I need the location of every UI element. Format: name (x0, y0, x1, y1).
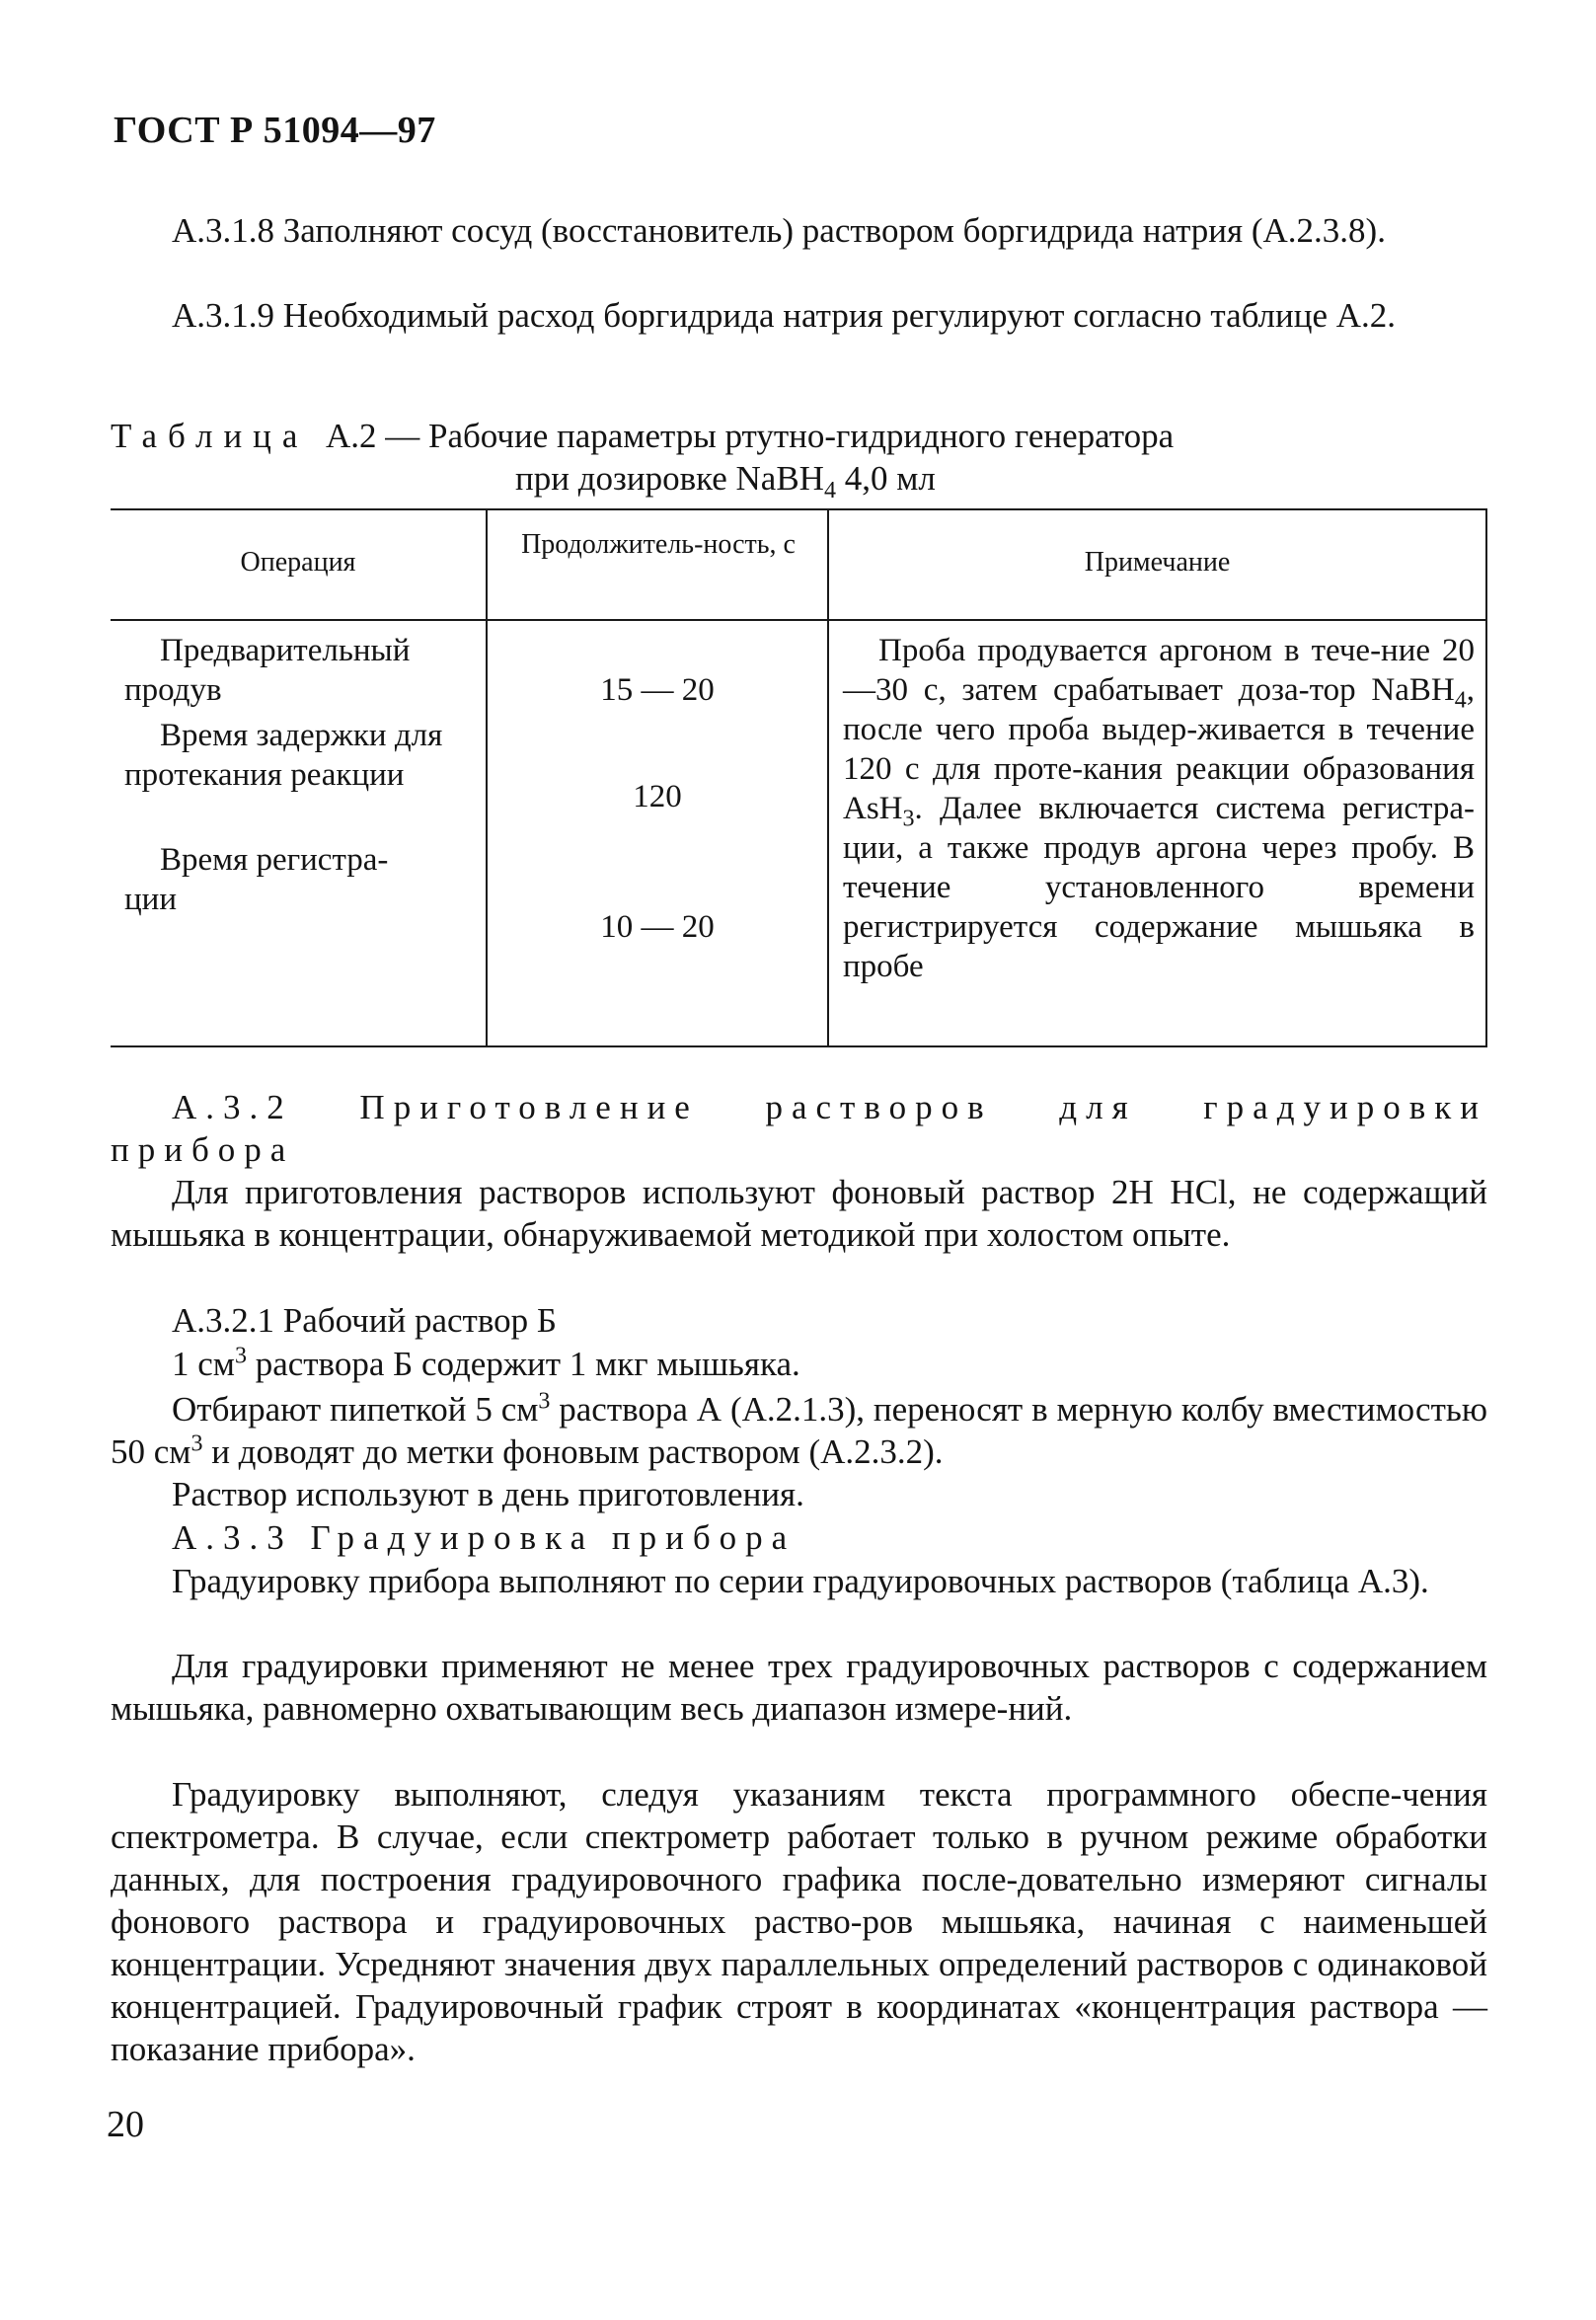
table-bottom-rule (111, 1045, 1487, 1047)
section-a32-text: Для приготовления растворов используют фоновый раствор 2Н HCl, не содержащий мышьяка в концентрации, обнаруживаемой методикой при холостом опыте. (111, 1173, 1487, 1254)
table-duration-registration: 10 — 20 (600, 909, 715, 945)
section-a33-para3: Градуировку выполняют, следуя указаниям текста программного обеспе-чения спектрометра. В случае, если спектрометр работает только в ручном режиме обработки данных, для построения градуировочного графика после-довательно измеряют сигналы фонового раствора и градуировочных раство-ров мышьяка, начиная с наименьшей концентрации. Усредняют значения двух параллельных определений растворов с одинаковой концентрацией. Градуировочный график строят в координатах «концентрация раствора — показание прибора». (111, 1775, 1487, 2068)
parameters-table (111, 508, 1487, 1049)
section-a321-title: А.3.2.1 Рабочий раствор Б (172, 1301, 557, 1340)
table-op-registration: Время регистра-ции (124, 842, 389, 917)
table-caption-label: Таблица (111, 417, 309, 455)
section-a33-para2: Для градуировки применяют не менее трех градуировочных растворов с содержанием мышьяка, равномерно охватывающим весь диапазон измере-ний. (111, 1647, 1487, 1728)
section-a32-title: А.3.2 Приготовление растворов для градуировки прибора (111, 1088, 1487, 1169)
table-col-divider-2 (827, 508, 829, 1047)
section-a33-para1: Градуировку прибора выполняют по серии градуировочных растворов (таблица А.3). (172, 1562, 1429, 1600)
table-right-border (1485, 508, 1487, 1047)
table-op-delay: Время задержки для протекания реакции (124, 718, 443, 793)
table-caption-line2: при дозировке NaBH$_4$ 4,0 мл (515, 459, 936, 503)
table-header-rule (111, 619, 1487, 621)
document-header: ГОСТ Р 51094—97 (114, 110, 436, 151)
page-number: 20 (107, 2104, 144, 2145)
paragraph-a318: А.3.1.8 Заполняют сосуд (восстановитель) раствором боргидрида натрия (А.2.3.8). (172, 211, 1386, 250)
section-a33-title: А.3.3 Градуировка прибора (172, 1518, 797, 1557)
section-a321-paragraph: Отбирают пипеткой 5 $см^3$ раствора А (А.2.1.3), переносят в мерную колбу вместимостью 50 $см^3$ и доводят до метки фоновым раствором (А.2.3.2). (111, 1388, 1487, 1471)
table-caption (111, 415, 1492, 503)
table-caption-line1: А.2 — Рабочие параметры ртутно-гидридного генератора (325, 417, 1175, 455)
table-header-duration: Продолжитель-ность, с (521, 529, 796, 560)
section-a321-usage: Раствор используют в день приготовления. (172, 1475, 804, 1513)
table-op-purge: Предварительный продув (124, 633, 411, 708)
table-header-operation: Операция (240, 547, 356, 578)
paragraph-a319: А.3.1.9 Необходимый расход боргидрида натрия регулируют согласно таблице А.2. (172, 296, 1397, 335)
table-duration-purge: 15 — 20 (600, 672, 715, 708)
section-a321-line: 1 $см^3$ раствора Б содержит 1 мкг мышьяка. (172, 1343, 800, 1383)
table-header-note: Примечание (1084, 547, 1231, 578)
table-duration-delay: 120 (633, 779, 682, 814)
table-note-text: Проба продувается аргоном в тече-ние 20—30 с, затем срабатывает доза-тор NaBH$_4$, после чего проба выдер-живается в течение 120 с для проте-кания реакции образования AsH$_3$. Далее включается система регистра-ции, а также продув аргона через пробу. В течение установленного времени регистрируется содержание мышьяка в пробе (843, 633, 1475, 984)
table-top-rule (111, 508, 1487, 510)
